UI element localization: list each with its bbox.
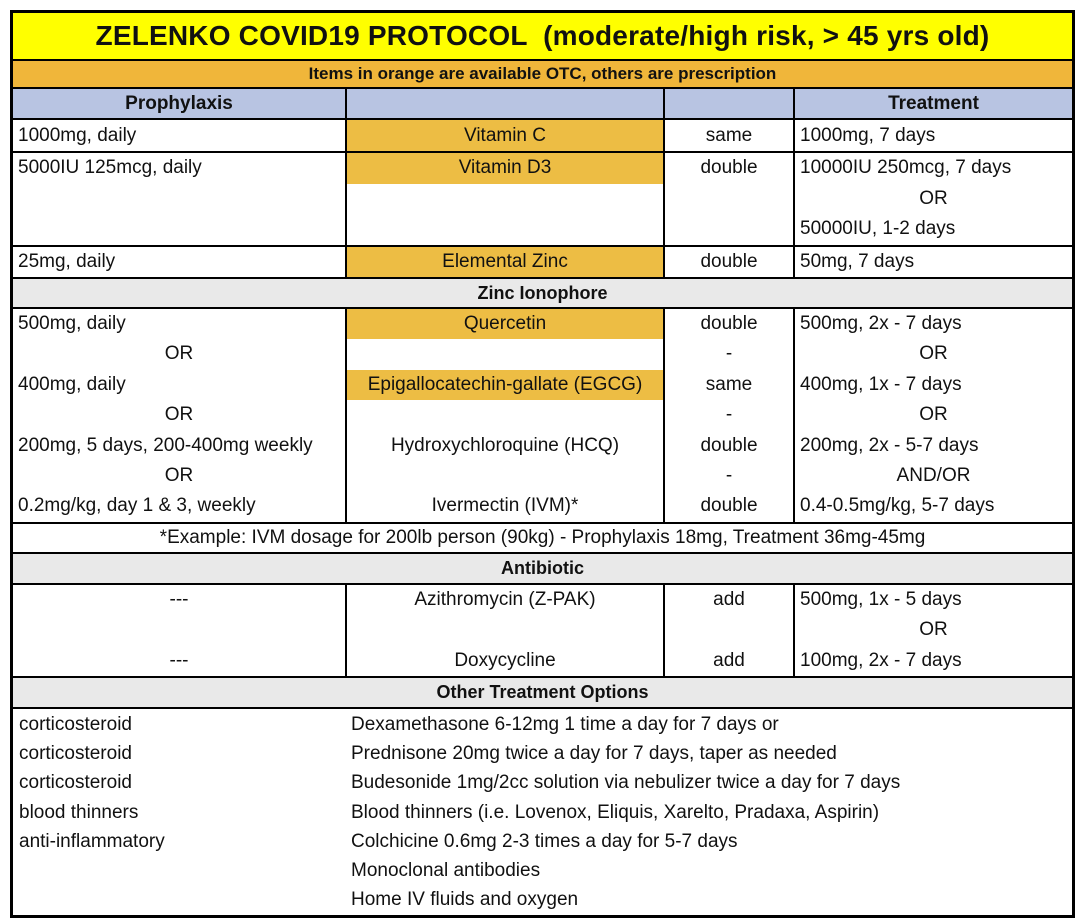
- treatment-cell: [795, 153, 1072, 245]
- treatment-cell: 1000mg, 7 days: [800, 125, 936, 146]
- treatment-category: corticosteroid: [19, 714, 132, 735]
- change-cell: [665, 615, 793, 645]
- other-treatments-block: [13, 709, 1072, 915]
- treatment-cell: 50mg, 7 days: [800, 251, 915, 272]
- item-cell: Vitamin D3: [347, 153, 663, 184]
- treatment-description: Prednisone 20mg twice a day for 7 days, taper as needed: [351, 743, 837, 765]
- or-separator: OR: [919, 619, 948, 641]
- prophylaxis-column: [13, 585, 347, 676]
- change-cell: add: [713, 589, 745, 610]
- section-header-antibiotic: Antibiotic: [13, 554, 1072, 585]
- or-separator: OR: [164, 404, 194, 426]
- or-separator: OR: [164, 343, 194, 365]
- treatment-line: 50000IU, 1-2 days: [800, 218, 956, 239]
- prophylaxis-cell: ---: [169, 589, 189, 610]
- treatment-category: corticosteroid: [19, 743, 132, 765]
- other-treatment-row: [13, 739, 1072, 768]
- change-cell: -: [725, 404, 733, 426]
- header-prophylaxis: Prophylaxis: [13, 89, 347, 118]
- treatment-column: [795, 309, 1072, 522]
- item-cell: [347, 339, 663, 369]
- or-separator: OR: [164, 464, 194, 486]
- row-vitamin-d3: [13, 153, 1072, 247]
- prophylaxis-cell: 5000IU 125mcg, daily: [18, 157, 202, 178]
- treatment-category: blood thinners: [19, 801, 139, 823]
- change-cell: double: [700, 157, 758, 178]
- column-header-row: [13, 89, 1072, 120]
- treatment-description: Colchicine 0.6mg 2-3 times a day for 5-7 days: [351, 830, 738, 852]
- item-column: [347, 585, 665, 676]
- page-title: ZELENKO COVID19 PROTOCOL (moderate/high risk, > 45 yrs old): [13, 13, 1072, 61]
- row-elemental-zinc: [13, 247, 1072, 279]
- prophylaxis-cell: 25mg, daily: [18, 251, 116, 272]
- change-cell: double: [700, 251, 758, 272]
- otc-banner: Items in orange are available OTC, others are prescription: [13, 61, 1072, 89]
- or-separator: OR: [919, 404, 948, 426]
- item-cell: [347, 615, 663, 645]
- other-treatment-row: [13, 885, 1072, 914]
- prophylaxis-cell: [13, 615, 345, 645]
- item-cell: Hydroxychloroquine (HCQ): [390, 434, 620, 456]
- item-cell: Epigallocatechin-gallate (EGCG): [347, 370, 663, 400]
- treatment-line: 10000IU 250mcg, 7 days: [800, 157, 1012, 178]
- item-column: [347, 309, 665, 522]
- treatment-column: [795, 585, 1072, 676]
- treatment-cell: 500mg, 1x - 5 days: [800, 589, 962, 610]
- section-header-zinc-ionophore: Zinc Ionophore: [13, 279, 1072, 309]
- other-treatment-row: [13, 710, 1072, 739]
- change-cell: same: [705, 373, 753, 395]
- treatment-description: Blood thinners (i.e. Lovenox, Eliquis, Xarelto, Pradaxa, Aspirin): [351, 801, 880, 823]
- row-vitamin-c: [13, 120, 1072, 153]
- header-treatment: Treatment: [795, 89, 1072, 118]
- prophylaxis-cell: 500mg, daily: [18, 313, 126, 334]
- treatment-description: Monoclonal antibodies: [351, 859, 541, 881]
- section-header-other-treatments: Other Treatment Options: [13, 678, 1072, 709]
- treatment-description: Budesonide 1mg/2cc solution via nebulizer twice a day for 7 days: [351, 772, 901, 794]
- change-cell: same: [705, 125, 753, 146]
- treatment-cell: 400mg, 1x - 7 days: [800, 373, 962, 395]
- other-treatment-row: [13, 856, 1072, 885]
- treatment-line: OR: [919, 187, 948, 209]
- zinc-ionophore-block: [13, 309, 1072, 524]
- prophylaxis-cell: 200mg, 5 days, 200-400mg weekly: [18, 434, 313, 456]
- prophylaxis-cell: ---: [169, 649, 189, 671]
- item-cell: [347, 400, 663, 430]
- treatment-category: corticosteroid: [19, 772, 132, 794]
- prophylaxis-cell: 0.2mg/kg, day 1 & 3, weekly: [18, 495, 256, 517]
- prophylaxis-cell: 1000mg, daily: [18, 125, 137, 146]
- treatment-category: [13, 856, 351, 885]
- change-cell: double: [700, 434, 758, 456]
- treatment-cell: 200mg, 2x - 5-7 days: [800, 434, 979, 456]
- item-cell: [347, 461, 663, 491]
- change-column: [665, 585, 795, 676]
- ivm-footnote: *Example: IVM dosage for 200lb person (90kg) - Prophylaxis 18mg, Treatment 36mg-45mg: [13, 524, 1072, 554]
- item-cell: Elemental Zinc: [442, 251, 568, 272]
- treatment-description: Home IV fluids and oxygen: [351, 889, 579, 911]
- change-cell: -: [725, 464, 733, 486]
- treatment-description: Dexamethasone 6-12mg 1 time a day for 7 days or: [351, 714, 779, 735]
- prophylaxis-column: [13, 309, 347, 522]
- item-cell: Doxycycline: [454, 649, 556, 671]
- treatment-cell: 500mg, 2x - 7 days: [800, 313, 962, 334]
- treatment-cell: 100mg, 2x - 7 days: [800, 649, 962, 671]
- change-cell: add: [713, 649, 745, 671]
- change-column: [665, 309, 795, 522]
- treatment-cell: 0.4-0.5mg/kg, 5-7 days: [800, 495, 995, 517]
- item-cell: Quercetin: [347, 309, 663, 339]
- treatment-category: anti-inflammatory: [19, 830, 165, 852]
- item-cell: Azithromycin (Z-PAK): [414, 589, 596, 610]
- prophylaxis-cell: 400mg, daily: [18, 373, 126, 395]
- other-treatment-row: [13, 827, 1072, 856]
- other-treatment-row: [13, 798, 1072, 827]
- item-cell: Ivermectin (IVM)*: [431, 495, 579, 517]
- or-separator: AND/OR: [896, 464, 971, 486]
- other-treatment-row: [13, 768, 1072, 797]
- protocol-table: [10, 10, 1075, 918]
- header-change: [665, 89, 795, 118]
- treatment-category: [13, 885, 351, 914]
- change-cell: double: [700, 495, 758, 517]
- or-separator: OR: [919, 343, 948, 365]
- item-cell: Vitamin C: [463, 125, 546, 146]
- change-cell: double: [700, 313, 758, 334]
- change-cell: -: [725, 343, 733, 365]
- antibiotic-block: [13, 585, 1072, 678]
- header-item: [347, 89, 665, 118]
